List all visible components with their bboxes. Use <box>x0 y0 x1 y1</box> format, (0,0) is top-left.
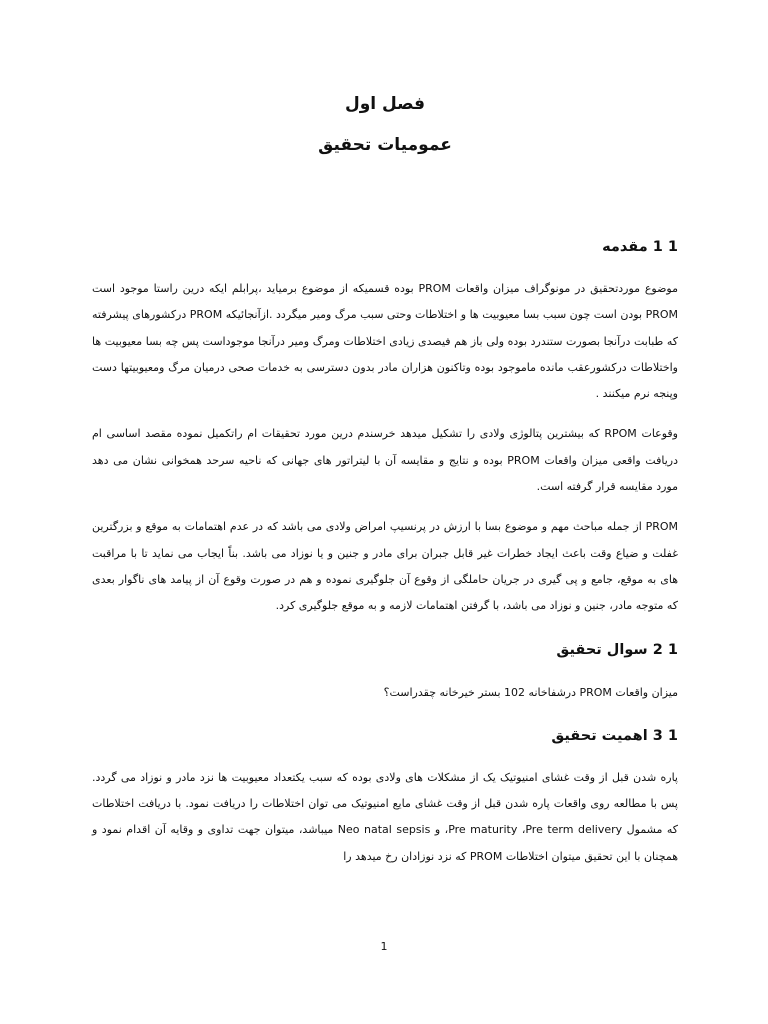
document-body <box>92 235 678 870</box>
paragraph: وقوعات RPOM که بیشترین پتالوژی ولادی را تشکیل میدهد خرسندم درین مورد تحقیقات ام راتکمیل نموده مقصد اساسی ام دریافت واقعی میزان واقعات PROM بوده و نتایج و مقایسه آن با لیتراتور های جهانی که ناحیه سرحد همخوانی نشان می دهد مورد مقایسه قرار گرفته است. <box>92 427 678 494</box>
chapter-subtitle: عمومیات تحقیق <box>318 135 452 155</box>
paragraph: پاره شدن قبل از وقت غشای امنیوتیک یک از مشکلات های ولادی بوده که سبب یکتعداد معیوبیت ها نزد مادر و نوزاد می گردد. پس با مطالعه روی واقعات پاره شدن قبل از وقت غشای مایع امنیوتیک می توان اختلاطات را دریافت نمود. با دریافت اختلاطات که مشمول Pre maturity ،Pre term delivery، و Neo natal sepsis میباشد، میتوان جهت تداوی و وقایه آن اقدام نمود و همچنان با این تحقیق میتوان اختلاطات PROM که نزد نوزادان رخ میدهد را <box>92 770 679 863</box>
paragraph: موضوع موردتحقیق در مونوگراف میزان واقعات PROM بوده قسمیکه از موضوع برمیاید ،پرابلم ایکه درین راستا موجود است PROM بودن است چون سبب بسا معیوبیت ها و اختلاطات وحتی سبب مرگ ومیر میگردد .ازآنجائیکه PROM درکشورهای پیشرفته که طبابت درآنجا بصورت ستندرد بوده ولی باز هم فیصدی زیادی اختلاطات ومرگ ومیر درآنجا موجوداست پس چه بسا معیوبیت ها واختلاطات درکشورعقب مانده ماموجود بوده وتاکنون هزاران مادر بدون دسترسی به خدمات صحی درمیان مرگ ومعیوبیتها دست وپنجه نرم میکنند . <box>92 282 679 401</box>
section-heading-importance: 1 3 اهمیت تحقیق <box>551 727 678 744</box>
paragraph: میزان واقعات PROM درشفاخانه 102 بستر خیرخانه چقدراست؟ <box>383 685 678 699</box>
section-heading-research-question: 1 2 سوال تحقیق <box>556 641 678 658</box>
chapter-title: فصل اول <box>344 94 426 114</box>
chapter-header <box>92 88 678 161</box>
paragraph: PROM از جمله مباحث مهم و موضوع بسا با ارزش در پرنسیپ امراض ولادی می باشد که در عدم اهتمامات به موقع و بزرگترین غفلت و ضیاع وقت باعث ایجاد خطرات غیر قابل جبران برای مادر و جنین و یا نوزاد می باشد. بناًَ ایجاب می نماید تا با مراقبت های به موقع، جامع و پی گیری در جریان حاملگی از وقوع آن جلوگیری نموده و هم در صورت وقوع آن از پیامد های ناگوار بعدی که متوجه مادر، جنین و نوزاد می باشد، با گرفتن اهتمامات لازمه و به موقع جلوگیری کرد. <box>92 520 678 613</box>
section-heading-introduction: 1 1 مقدمه <box>602 239 678 255</box>
page-number: 1 <box>380 940 388 953</box>
